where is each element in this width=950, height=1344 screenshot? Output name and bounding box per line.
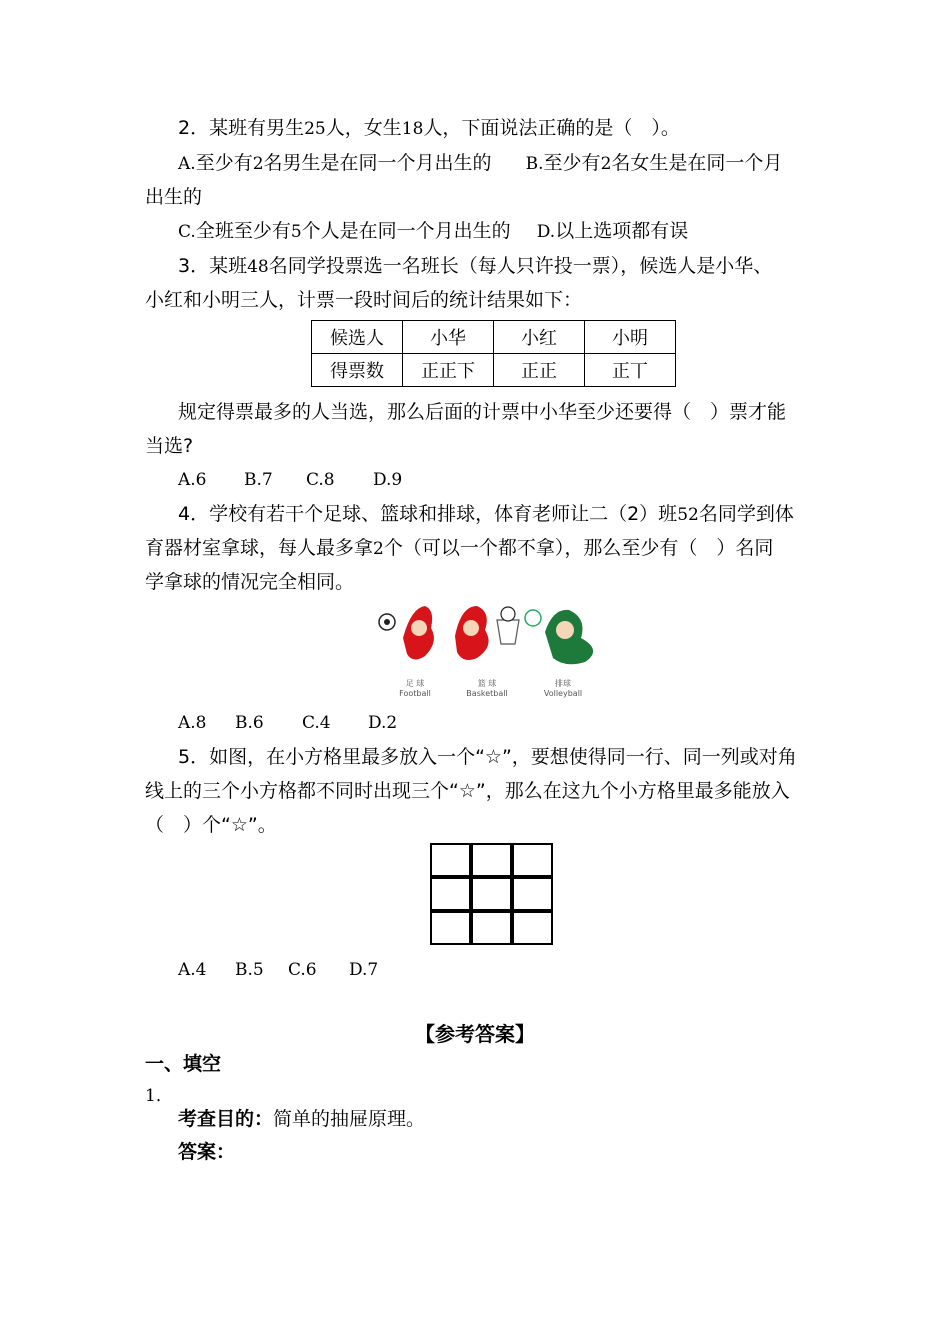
q3-question-line2: 当选? [145,435,194,457]
table-cell: 正正 [494,354,585,387]
option: B.7 [244,470,273,490]
olympic-mascots-illustration [373,598,608,700]
option: A.8 [178,713,207,733]
option: C.6 [288,960,317,980]
q2-option-c-d: C.全班至少有5个人是在同一个月出生的 D.以上选项都有误 [178,220,689,242]
answer-heading: 【参考答案】 [415,1022,535,1046]
q3-stem: 3．某班48名同学投票选一名班长（每人只许投一票），候选人是小华、 [178,255,773,277]
table-row [312,321,676,354]
q5-stem-line3: （ ）个“☆”。 [145,814,277,836]
q4-stem: 4．学校有若干个足球、篮球和排球，体育老师让二（2）班52名同学到体 [178,503,794,525]
grid-cell [471,843,512,877]
q3-stem-line2: 小红和小明三人，计票一段时间后的统计结果如下： [145,289,583,311]
table-cell: 小华 [403,321,494,354]
caption-basketball: 篮 球 Basketball [466,679,508,698]
q5-stem: 5．如图，在小方格里最多放入一个“☆”，要想使得同一行、同一列或对角 [178,746,797,768]
option: B.5 [235,960,264,980]
grid-cell [471,911,512,945]
table-cell: 小明 [585,321,676,354]
caption-football: 足 球 Football [399,679,431,698]
option: C.8 [306,470,335,490]
grid-cell [512,911,553,945]
option: A.6 [178,470,207,490]
table-cell: 得票数 [312,354,403,387]
answer-purpose: 考查目的：简单的抽屉原理。 [178,1108,426,1130]
option: A.4 [178,960,207,980]
table-cell: 候选人 [312,321,403,354]
option: B.6 [235,713,264,733]
q4-stem-line2: 育器材室拿球，每人最多拿2个（可以一个都不拿），那么至少有（ ）名同 [145,537,774,559]
table-cell: 正正下 [403,354,494,387]
answer-label: 答案： [178,1141,236,1163]
mascots-icon [373,598,608,678]
option: C.4 [302,713,331,733]
grid-cell [512,877,553,911]
q2-option-a-b: A.至少有2名男生是在同一个月出生的 B.至少有2名女生是在同一个月 [178,152,783,174]
q5-stem-line2: 线上的三个小方格都不同时出现三个“☆”，那么在这九个小方格里最多能放入 [145,780,790,802]
grid-cell [430,877,471,911]
q2-stem: 2．某班有男生25人，女生18人，下面说法正确的是（ ）。 [178,117,680,139]
grid-cell [512,843,553,877]
caption-volleyball: 排球 Volleyball [543,679,583,698]
answer-item-number: 1． [145,1086,173,1106]
q2-option-b-continued: 出生的 [145,186,203,208]
option: D.2 [368,713,398,733]
q3-question: 规定得票最多的人当选，那么后面的计票中小华至少还要得（ ）票才能 [178,401,787,423]
section-title: 一、填空 [145,1053,222,1075]
table-cell: 正丅 [585,354,676,387]
table-row [312,354,676,387]
option: D.7 [349,960,379,980]
grid-cell [430,843,471,877]
q4-stem-line3: 学拿球的情况完全相同。 [145,571,355,593]
table-cell: 小红 [494,321,585,354]
vote-count-table [311,320,676,387]
grid-cell [471,877,512,911]
option: D.9 [373,470,403,490]
grid-cell [430,911,471,945]
